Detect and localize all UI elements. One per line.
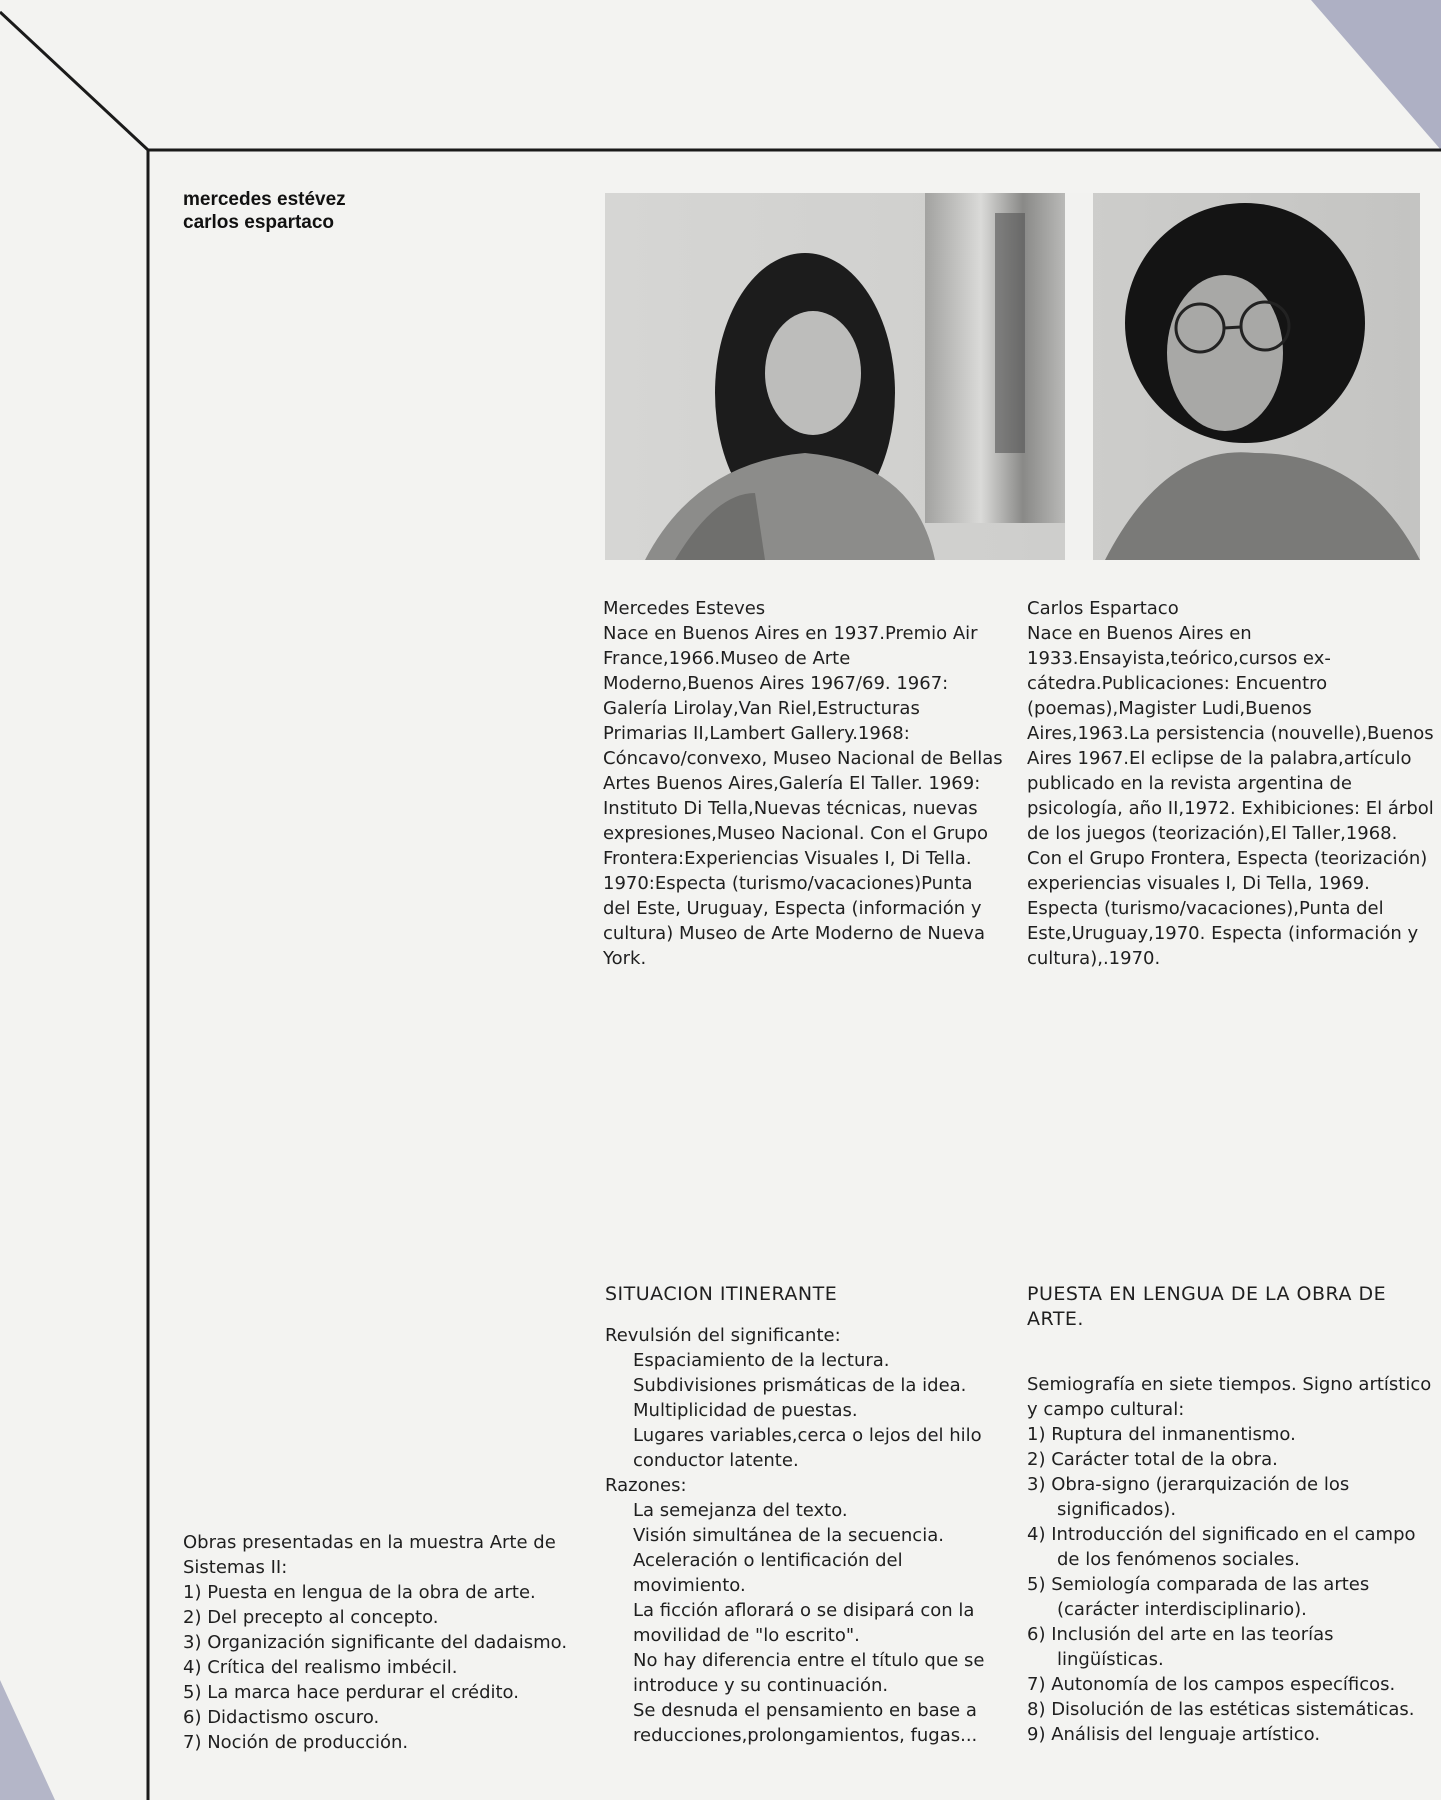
puesta-title: PUESTA EN LENGUA DE LA OBRA DE ARTE. xyxy=(1027,1283,1387,1330)
puesta-intro: Semiografía en siete tiempos. Signo artístico y campo cultural: xyxy=(1027,1374,1432,1420)
list-item: 2) Del precepto al concepto. xyxy=(183,1607,439,1628)
list-item: Lugares variables,cerca o lejos del hilo conductor latente. xyxy=(633,1425,982,1471)
artist-name-1: mercedes estévez xyxy=(183,189,346,210)
puesta-en-lengua-section xyxy=(1027,1282,1435,1747)
list-item: 9) Análisis del lenguaje artístico. xyxy=(1027,1724,1321,1745)
obras-presentadas-section xyxy=(183,1530,583,1755)
list-item: 7) Autonomía de los campos específicos. xyxy=(1027,1674,1396,1695)
bio-carlos-text: Nace en Buenos Aires en 1933.Ensayista,teórico,cursos ex-cátedra.Publicaciones: Encuentro (poemas),Magister Ludi,Buenos Aires,1963.La persistencia (nouvelle),Buenos Aires 1967.El eclipse de la palabra,artículo publicado en la revista argentina de psicología, año II,1972. Exhibiciones: El árbol de los juegos (teorización),El Taller,1968. Con el Grupo Frontera, Especta (teorización) experiencias visuales I, Di Tella, 1969. Especta (turismo/vacaciones),Punta del Este,Uruguay,1970. Especta (información y cultura),.1970. xyxy=(1027,623,1434,969)
list-item: Visión simultánea de la secuencia. xyxy=(633,1525,944,1546)
list-item: 1) Puesta en lengua de la obra de arte. xyxy=(183,1582,536,1603)
obras-intro: Obras presentadas en la muestra Arte de Sistemas II: xyxy=(183,1532,556,1578)
list-item: 6) Inclusión del arte en las teorías lingüísticas. xyxy=(1027,1624,1334,1670)
artists-photo xyxy=(605,193,1420,560)
situacion-title: SITUACION ITINERANTE xyxy=(605,1283,838,1305)
list-item: Multiplicidad de puestas. xyxy=(633,1400,858,1421)
list-item: 4) Crítica del realismo imbécil. xyxy=(183,1657,458,1678)
bio-mercedes-name: Mercedes Esteves xyxy=(603,598,766,619)
list-item: La semejanza del texto. xyxy=(633,1500,848,1521)
list-item: Subdivisiones prismáticas de la idea. xyxy=(633,1375,967,1396)
list-item: 5) Semiología comparada de las artes (carácter interdisciplinario). xyxy=(1027,1574,1370,1620)
list-item: 7) Noción de producción. xyxy=(183,1732,409,1753)
bio-carlos-name: Carlos Espartaco xyxy=(1027,598,1179,619)
photo-illustration xyxy=(605,193,1420,560)
situacion-label-1: Revulsión del significante: xyxy=(605,1325,841,1346)
list-item: 3) Obra-signo (jerarquización de los significados). xyxy=(1027,1474,1350,1520)
situacion-label-2: Razones: xyxy=(605,1475,687,1496)
list-item: Espaciamiento de la lectura. xyxy=(633,1350,890,1371)
list-item: 5) La marca hace perdurar el crédito. xyxy=(183,1682,519,1703)
list-item: 6) Didactismo oscuro. xyxy=(183,1707,380,1728)
list-item: No hay diferencia entre el título que se introduce y su continuación. xyxy=(633,1650,985,1696)
artist-name-2: carlos espartaco xyxy=(183,212,335,233)
list-item: La ficción aflorará o se disipará con la movilidad de "lo escrito". xyxy=(633,1600,975,1646)
list-item: 1) Ruptura del inmanentismo. xyxy=(1027,1424,1296,1445)
artist-names-header xyxy=(183,188,346,234)
list-item: 8) Disolución de las estéticas sistemáticas. xyxy=(1027,1699,1415,1720)
list-item: Aceleración o lentificación del movimiento. xyxy=(633,1550,903,1596)
list-item: Se desnuda el pensamiento en base a reducciones,prolongamientos, fugas... xyxy=(633,1700,978,1746)
list-item: 4) Introducción del significado en el campo de los fenómenos sociales. xyxy=(1027,1524,1416,1570)
bio-carlos xyxy=(1027,596,1435,971)
situacion-itinerante-section xyxy=(605,1282,1010,1748)
bio-mercedes-text: Nace en Buenos Aires en 1937.Premio Air France,1966.Museo de Arte Moderno,Buenos Aires 1967/69. 1967: Galería Lirolay,Van Riel,Estructuras Primarias II,Lambert Gallery.1968: Cóncavo/convexo, Museo Nacional de Bellas Artes Buenos Aires,Galería El Taller. 1969: Instituto Di Tella,Nuevas técnicas, nuevas expresiones,Museo Nacional. Con el Grupo Frontera:Experiencias Visuales I, Di Tella. 1970:Especta (turismo/vacaciones)Punta del Este, Uruguay, Especta (información y cultura) Museo de Arte Moderno de Nueva York. xyxy=(603,623,1003,969)
list-item: 2) Carácter total de la obra. xyxy=(1027,1449,1278,1470)
list-item: 3) Organización significante del dadaismo. xyxy=(183,1632,568,1653)
bio-mercedes xyxy=(603,596,1003,971)
